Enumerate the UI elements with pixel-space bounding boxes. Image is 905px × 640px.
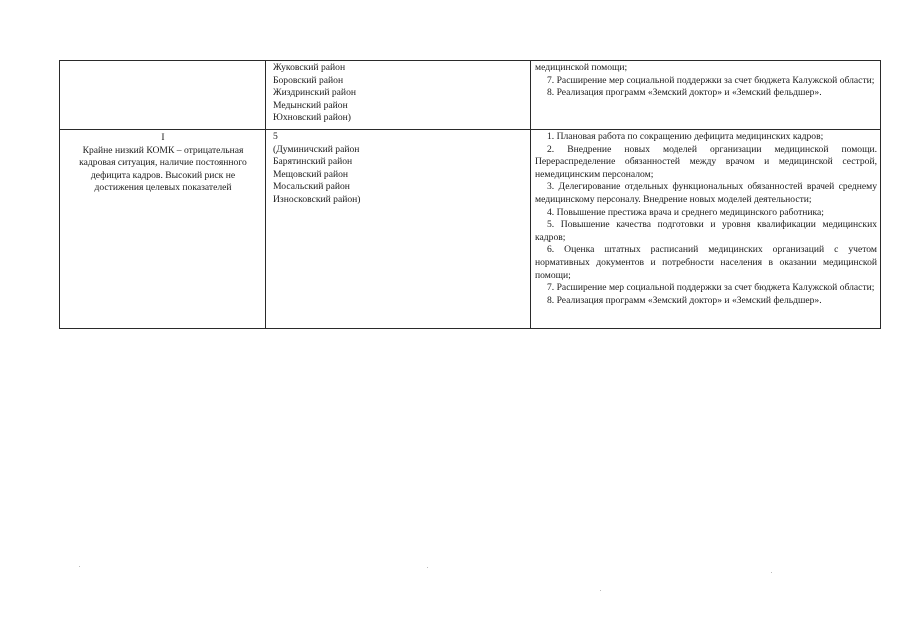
level-cell (60, 61, 266, 130)
district-name: Жиздринский район (273, 87, 356, 99)
level-label: I (161, 132, 165, 143)
measures-cell (531, 61, 881, 130)
measure-item: 7. Расширение мер социальной поддержки за счет бюджета Калужской области; (547, 282, 875, 294)
measure-item: 6. Оценка штатных расписаний медицинских организаций с учетом нормативных документов и потребности населения в оказании медицинской помощи; (535, 244, 877, 281)
district-name: (Думиничский район (273, 143, 360, 155)
district-name: Износковский район) (273, 193, 361, 205)
district-name: Мосальский район (273, 181, 350, 193)
measure-item: 1. Плановая работа по сокращению дефицита медицинских кадров; (547, 131, 824, 142)
measure-item: 2. Внедрение новых моделей организации медицинской помощи. Перераспределение обязанностей между врачом и медицинской сестрой, немедицинским персоналом; (535, 143, 877, 180)
level-description: Крайне низкий КОМК – отрицательная кадровая ситуация, наличие постоянного дефицита кадров. Высокий риск не достижения целевых показателей (79, 144, 247, 194)
districts-cell (266, 61, 531, 130)
district-name: Боровский район (273, 74, 344, 86)
measure-item: 8. Реализация программ «Земский доктор» и «Земский фельдшер». (547, 87, 822, 99)
table-row (60, 61, 881, 130)
measure-item: 5. Повышение качества подготовки и уровня квалификации медицинских кадров; (535, 219, 877, 243)
measure-item: 8. Реализация программ «Земский доктор» и «Земский фельдшер». (547, 294, 822, 306)
scan-speck (600, 590, 601, 591)
districts-cell (266, 130, 531, 329)
level-cell (60, 130, 266, 329)
district-name: Барятинский район (273, 156, 353, 168)
district-name: Медынский район (273, 99, 348, 111)
measure-item: 3. Делегирование отдельных функциональных обязанностей врачей среднему медицинскому персоналу. Внедрение новых моделей деятельности; (535, 181, 877, 205)
district-name: Юхновский район) (273, 112, 351, 124)
measures-cell (531, 130, 881, 329)
measure-item: 4. Повышение престижа врача и среднего медицинского работника; (547, 206, 824, 218)
scan-speck (79, 566, 80, 567)
measure-item: 7. Расширение мер социальной поддержки за счет бюджета Калужской области; (547, 74, 875, 86)
district-count: 5 (273, 131, 278, 142)
table-row (60, 130, 881, 329)
district-name: Мещовский район (273, 168, 349, 180)
measures-table (59, 60, 881, 329)
scan-speck (771, 572, 772, 573)
measure-item: медицинской помощи; (535, 62, 628, 73)
district-name: Жуковский район (273, 62, 346, 73)
scan-speck (427, 567, 428, 568)
